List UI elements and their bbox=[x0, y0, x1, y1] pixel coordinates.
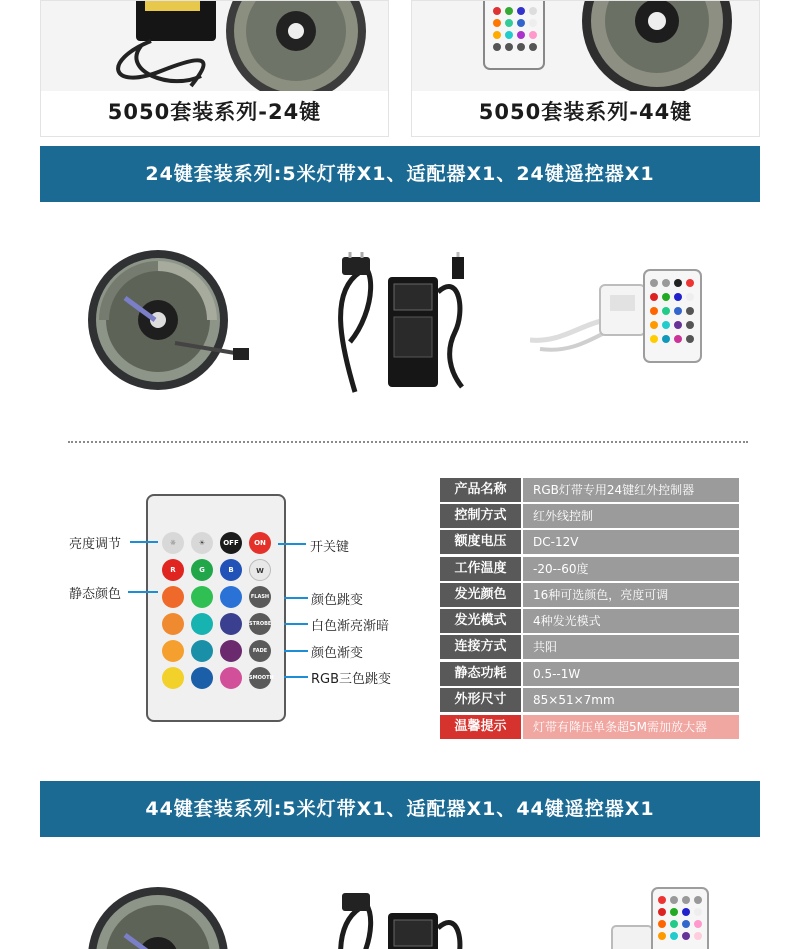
spec-key: 产品名称 bbox=[440, 478, 521, 502]
spec-key: 静态功耗 bbox=[440, 662, 521, 686]
spec-value: -20--60度 bbox=[523, 557, 739, 581]
spec-value: DC-12V bbox=[523, 530, 739, 554]
spec-key: 外形尺寸 bbox=[440, 688, 521, 712]
kit-44-card[interactable] bbox=[411, 0, 760, 137]
color-jump-leader-line bbox=[284, 597, 308, 599]
kit-24-photo bbox=[41, 1, 388, 91]
power-leader-line bbox=[278, 543, 306, 545]
kit-44-caption: 5050套装系列-44键 bbox=[478, 100, 693, 124]
section-divider bbox=[68, 441, 748, 443]
color-button-lightgreen[interactable] bbox=[191, 586, 213, 608]
white-button[interactable]: W bbox=[249, 559, 271, 581]
kit-24-contents-banner: 24键套装系列:5米灯带X1、适配器X1、24键遥控器X1 bbox=[40, 146, 760, 202]
led-strip-reel-icon bbox=[85, 885, 255, 949]
led-strip-reel-icon bbox=[85, 248, 255, 393]
flash-button[interactable]: FLASH bbox=[249, 586, 271, 608]
spec-value: 灯带有降压单条超5M需加放大器 bbox=[523, 715, 739, 739]
kit-44-contents-banner: 44键套装系列:5米灯带X1、适配器X1、44键遥控器X1 bbox=[40, 781, 760, 837]
spec-row bbox=[440, 635, 740, 659]
color-button-orange[interactable] bbox=[162, 586, 184, 608]
spec-key: 工作温度 bbox=[440, 557, 521, 581]
spec-value: 共阳 bbox=[523, 635, 739, 659]
strobe-button[interactable]: STROBE bbox=[249, 613, 271, 635]
power-adapter-icon bbox=[330, 252, 475, 397]
fade-button[interactable]: FADE bbox=[249, 640, 271, 662]
remote-control-icon bbox=[610, 886, 720, 949]
green-button[interactable]: G bbox=[191, 559, 213, 581]
spec-key: 额度电压 bbox=[440, 530, 521, 554]
kit-44-photo bbox=[412, 1, 759, 91]
on-button[interactable]: ON bbox=[249, 532, 271, 554]
rgb-jump-leader-line bbox=[284, 676, 308, 678]
color-button-amber[interactable] bbox=[162, 613, 184, 635]
spec-row bbox=[440, 662, 740, 686]
color-button-cyan[interactable] bbox=[191, 613, 213, 635]
brightness-label: 亮度调节 bbox=[69, 537, 122, 552]
power-label: 开关键 bbox=[310, 540, 350, 555]
spec-row bbox=[440, 557, 740, 581]
spec-value: 16种可选颜色，亮度可调 bbox=[523, 583, 739, 607]
spec-value: 0.5--1W bbox=[523, 662, 739, 686]
spec-key: 温馨提示 bbox=[440, 715, 521, 739]
color-jump-label: 颜色跳变 bbox=[311, 593, 364, 608]
kit-24-card[interactable] bbox=[40, 0, 389, 137]
spec-value: RGB灯带专用24键红外控制器 bbox=[523, 478, 739, 502]
spec-row bbox=[440, 478, 740, 502]
spec-row bbox=[440, 504, 740, 528]
color-button-teal[interactable] bbox=[191, 640, 213, 662]
remote-control-24key bbox=[146, 494, 286, 722]
color-button-indigo[interactable] bbox=[220, 613, 242, 635]
spec-row bbox=[440, 583, 740, 607]
spec-row bbox=[440, 688, 740, 712]
off-button[interactable]: OFF bbox=[220, 532, 242, 554]
spec-row-warning bbox=[440, 715, 740, 739]
color-button-lightblue[interactable] bbox=[220, 586, 242, 608]
color-button-gold[interactable] bbox=[162, 640, 184, 662]
color-fade-leader-line bbox=[284, 650, 308, 652]
brightness-leader-line bbox=[130, 541, 158, 543]
ir-controller-icon bbox=[530, 265, 705, 370]
color-button-yellow[interactable] bbox=[162, 667, 184, 689]
spec-value: 4种发光模式 bbox=[523, 609, 739, 633]
spec-value: 红外线控制 bbox=[523, 504, 739, 528]
red-button[interactable]: R bbox=[162, 559, 184, 581]
spec-row bbox=[440, 609, 740, 633]
brightness-down-button[interactable]: ☀ bbox=[191, 532, 213, 554]
color-button-purple[interactable] bbox=[220, 640, 242, 662]
color-button-navy[interactable] bbox=[191, 667, 213, 689]
static-color-leader-line bbox=[128, 591, 158, 593]
spec-key: 发光模式 bbox=[440, 609, 521, 633]
smooth-button[interactable]: SMOOTH bbox=[249, 667, 271, 689]
power-adapter-icon bbox=[330, 888, 475, 949]
spec-key: 发光颜色 bbox=[440, 583, 521, 607]
rgb-jump-label: RGB三色跳变 bbox=[311, 672, 392, 687]
spec-key: 控制方式 bbox=[440, 504, 521, 528]
static-color-label: 静态颜色 bbox=[69, 587, 122, 602]
spec-value: 85×51×7mm bbox=[523, 688, 739, 712]
spec-row bbox=[440, 530, 740, 554]
white-breathe-leader-line bbox=[284, 623, 308, 625]
blue-button[interactable]: B bbox=[220, 559, 242, 581]
color-button-pink[interactable] bbox=[220, 667, 242, 689]
spec-key: 连接方式 bbox=[440, 635, 521, 659]
color-fade-label: 颜色渐变 bbox=[311, 646, 364, 661]
white-breathe-label: 白色渐亮渐暗 bbox=[311, 619, 390, 634]
kit-24-caption: 5050套装系列-24键 bbox=[107, 100, 322, 124]
brightness-up-button[interactable]: ☼ bbox=[162, 532, 184, 554]
